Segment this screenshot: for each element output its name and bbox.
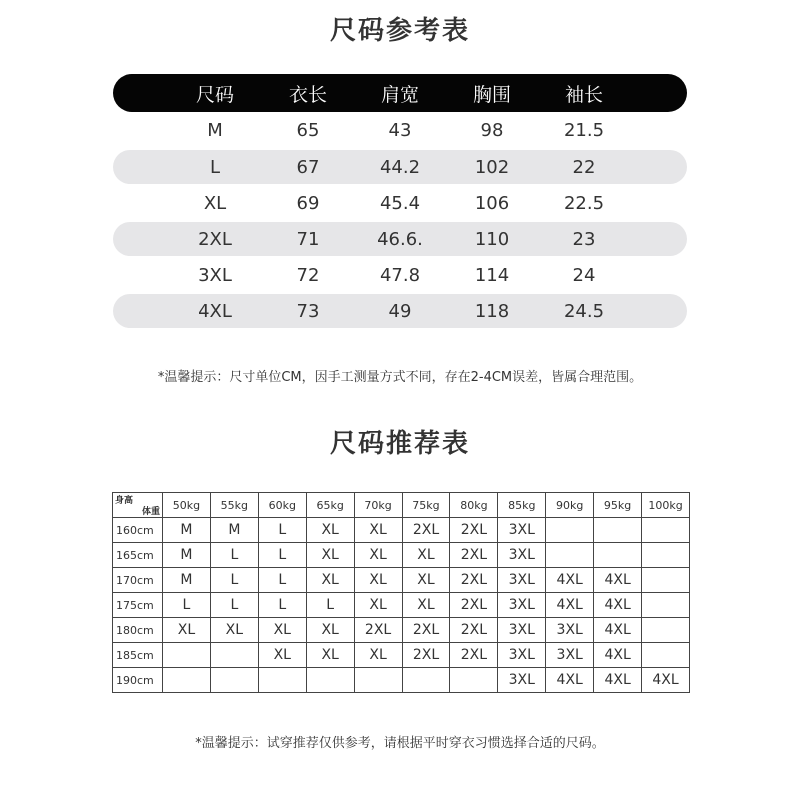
recommended-size-cell: XL (402, 543, 450, 568)
recommended-size-cell: 3XL (498, 543, 546, 568)
height-label-cell: 165cm (113, 543, 163, 568)
recommended-size-cell (642, 543, 690, 568)
size-row-l (113, 150, 687, 184)
recommended-size-cell: 3XL (498, 518, 546, 543)
recommended-size-cell: XL (306, 518, 354, 543)
recommended-size-cell: XL (354, 543, 402, 568)
recommended-size-cell: 4XL (546, 668, 594, 693)
recommended-size-cell: 2XL (402, 643, 450, 668)
chest-cell: 98 (480, 119, 504, 141)
recommended-size-cell: XL (402, 568, 450, 593)
height-row (113, 593, 690, 618)
shoulder-cell: 44.2 (379, 156, 421, 178)
shoulder-cell: 43 (388, 119, 412, 141)
sleeve-cell: 24.5 (563, 300, 605, 322)
recommended-size-cell: 2XL (354, 618, 402, 643)
recommended-size-cell: XL (354, 568, 402, 593)
recommended-size-cell: 3XL (498, 593, 546, 618)
corner-weight-label: 体重 (141, 507, 160, 517)
length-cell: 73 (296, 300, 320, 322)
corner-cell (113, 493, 163, 518)
recommended-size-cell: M (163, 518, 211, 543)
size-cell: 4XL (198, 300, 232, 322)
recommendation-title: 尺码推荐表 (329, 429, 470, 459)
recommended-size-cell: L (163, 593, 211, 618)
recommended-size-cell: L (210, 568, 258, 593)
weight-header-row (113, 493, 690, 518)
recommended-size-cell (258, 668, 306, 693)
recommended-size-cell: 4XL (594, 593, 642, 618)
weight-header-cell: 70kg (354, 493, 402, 518)
recommended-size-cell (642, 643, 690, 668)
recommended-size-cell: L (258, 518, 306, 543)
size-row-4xl (113, 294, 687, 328)
recommended-size-cell: XL (354, 643, 402, 668)
chest-cell: 114 (474, 264, 510, 286)
size-row-m (113, 113, 687, 147)
recommended-size-cell: 3XL (498, 618, 546, 643)
height-label-cell: 170cm (113, 568, 163, 593)
recommended-size-cell: 3XL (546, 643, 594, 668)
recommended-size-cell: 2XL (450, 593, 498, 618)
sleeve-cell: 24 (572, 264, 596, 286)
recommended-size-cell (210, 668, 258, 693)
shoulder-cell: 47.8 (379, 264, 421, 286)
height-label-cell: 175cm (113, 593, 163, 618)
recommended-size-cell: L (306, 593, 354, 618)
shoulder-cell: 49 (388, 300, 412, 322)
recommended-size-cell (594, 518, 642, 543)
recommended-size-cell: XL (306, 543, 354, 568)
size-chart-note: *温馨提示：尺寸单位CM，因手工测量方式不同，存在2-4CM误差，皆属合理范围。 (157, 370, 643, 385)
recommended-size-cell: XL (258, 643, 306, 668)
length-cell: 69 (296, 192, 320, 214)
recommended-size-cell: 4XL (594, 668, 642, 693)
weight-header-cell: 95kg (594, 493, 642, 518)
sleeve-cell: 23 (572, 228, 596, 250)
sleeve-cell: 22 (572, 156, 596, 178)
size-row-2xl (113, 222, 687, 256)
recommended-size-cell (402, 668, 450, 693)
sleeve-cell: 22.5 (563, 192, 605, 214)
chest-cell: 110 (474, 228, 510, 250)
shoulder-cell: 46.6. (377, 228, 423, 250)
recommended-size-cell (642, 568, 690, 593)
recommended-size-cell: 2XL (450, 518, 498, 543)
length-cell: 71 (296, 228, 320, 250)
recommended-size-cell: L (258, 568, 306, 593)
recommended-size-cell: 4XL (546, 593, 594, 618)
recommended-size-cell: 3XL (498, 568, 546, 593)
recommended-size-cell (163, 668, 211, 693)
corner-height-label: 身高 (115, 496, 134, 506)
recommended-size-cell (546, 518, 594, 543)
recommended-size-cell: 2XL (402, 618, 450, 643)
recommended-size-cell (306, 668, 354, 693)
recommended-size-cell: 3XL (498, 668, 546, 693)
recommended-size-cell: XL (210, 618, 258, 643)
recommended-size-cell (210, 643, 258, 668)
recommended-size-cell: M (163, 543, 211, 568)
header-size: 尺码 (195, 83, 234, 106)
weight-header-cell: 65kg (306, 493, 354, 518)
recommended-size-cell: L (210, 593, 258, 618)
height-row (113, 518, 690, 543)
weight-header-cell: 80kg (450, 493, 498, 518)
weight-header-cell: 90kg (546, 493, 594, 518)
recommended-size-cell: 4XL (546, 568, 594, 593)
recommended-size-cell: 4XL (642, 668, 690, 693)
recommended-size-cell: XL (354, 593, 402, 618)
recommended-size-cell (642, 518, 690, 543)
header-shoulder: 肩宽 (380, 83, 419, 106)
weight-header-cell: 55kg (210, 493, 258, 518)
height-row (113, 668, 690, 693)
recommended-size-cell: XL (258, 618, 306, 643)
recommended-size-cell: 3XL (546, 618, 594, 643)
weight-header-cell: 100kg (642, 493, 690, 518)
recommended-size-cell: XL (354, 518, 402, 543)
weight-header-cell: 60kg (258, 493, 306, 518)
header-chest: 胸围 (472, 83, 511, 106)
recommended-size-cell: M (163, 568, 211, 593)
recommended-size-cell: 2XL (450, 643, 498, 668)
size-chart-title: 尺码参考表 (329, 16, 470, 46)
recommended-size-cell (546, 543, 594, 568)
height-row (113, 618, 690, 643)
length-cell: 67 (296, 156, 320, 178)
chest-cell: 118 (474, 300, 510, 322)
chest-cell: 102 (474, 156, 510, 178)
size-chart-header (113, 74, 687, 112)
size-cell: XL (203, 192, 227, 214)
recommended-size-cell: 4XL (594, 618, 642, 643)
size-cell: M (207, 119, 223, 141)
weight-header-cell: 75kg (402, 493, 450, 518)
recommended-size-cell: L (258, 593, 306, 618)
recommended-size-cell: 4XL (594, 568, 642, 593)
recommendation-table (112, 492, 690, 693)
recommended-size-cell (642, 618, 690, 643)
height-label-cell: 185cm (113, 643, 163, 668)
recommended-size-cell: 2XL (450, 618, 498, 643)
weight-header-cell: 85kg (498, 493, 546, 518)
recommended-size-cell: L (210, 543, 258, 568)
recommended-size-cell: M (210, 518, 258, 543)
recommended-size-cell (594, 543, 642, 568)
height-row (113, 543, 690, 568)
recommended-size-cell: L (258, 543, 306, 568)
recommended-size-cell: 2XL (450, 543, 498, 568)
size-cell: 2XL (198, 228, 232, 250)
height-label-cell: 160cm (113, 518, 163, 543)
length-cell: 72 (296, 264, 320, 286)
size-row-3xl (113, 258, 687, 292)
recommended-size-cell: XL (402, 593, 450, 618)
recommended-size-cell: 2XL (450, 568, 498, 593)
length-cell: 65 (296, 119, 320, 141)
weight-header-cell: 50kg (163, 493, 211, 518)
recommended-size-cell: XL (306, 618, 354, 643)
header-length: 衣长 (288, 83, 327, 106)
shoulder-cell: 45.4 (379, 192, 421, 214)
height-label-cell: 180cm (113, 618, 163, 643)
recommended-size-cell: 4XL (594, 643, 642, 668)
recommendation-note: *温馨提示：试穿推荐仅供参考，请根据平时穿衣习惯选择合适的尺码。 (195, 736, 605, 751)
recommended-size-cell: 3XL (498, 643, 546, 668)
size-cell: 3XL (198, 264, 232, 286)
recommended-size-cell (642, 593, 690, 618)
header-sleeve: 袖长 (564, 83, 603, 106)
sleeve-cell: 21.5 (563, 119, 605, 141)
recommended-size-cell (163, 643, 211, 668)
recommended-size-cell: XL (163, 618, 211, 643)
chest-cell: 106 (474, 192, 510, 214)
height-row (113, 643, 690, 668)
recommended-size-cell: XL (306, 643, 354, 668)
height-label-cell: 190cm (113, 668, 163, 693)
recommended-size-cell (450, 668, 498, 693)
recommended-size-cell: XL (306, 568, 354, 593)
height-row (113, 568, 690, 593)
recommended-size-cell (354, 668, 402, 693)
recommended-size-cell: 2XL (402, 518, 450, 543)
size-row-xl (113, 186, 687, 220)
size-cell: L (209, 156, 221, 178)
